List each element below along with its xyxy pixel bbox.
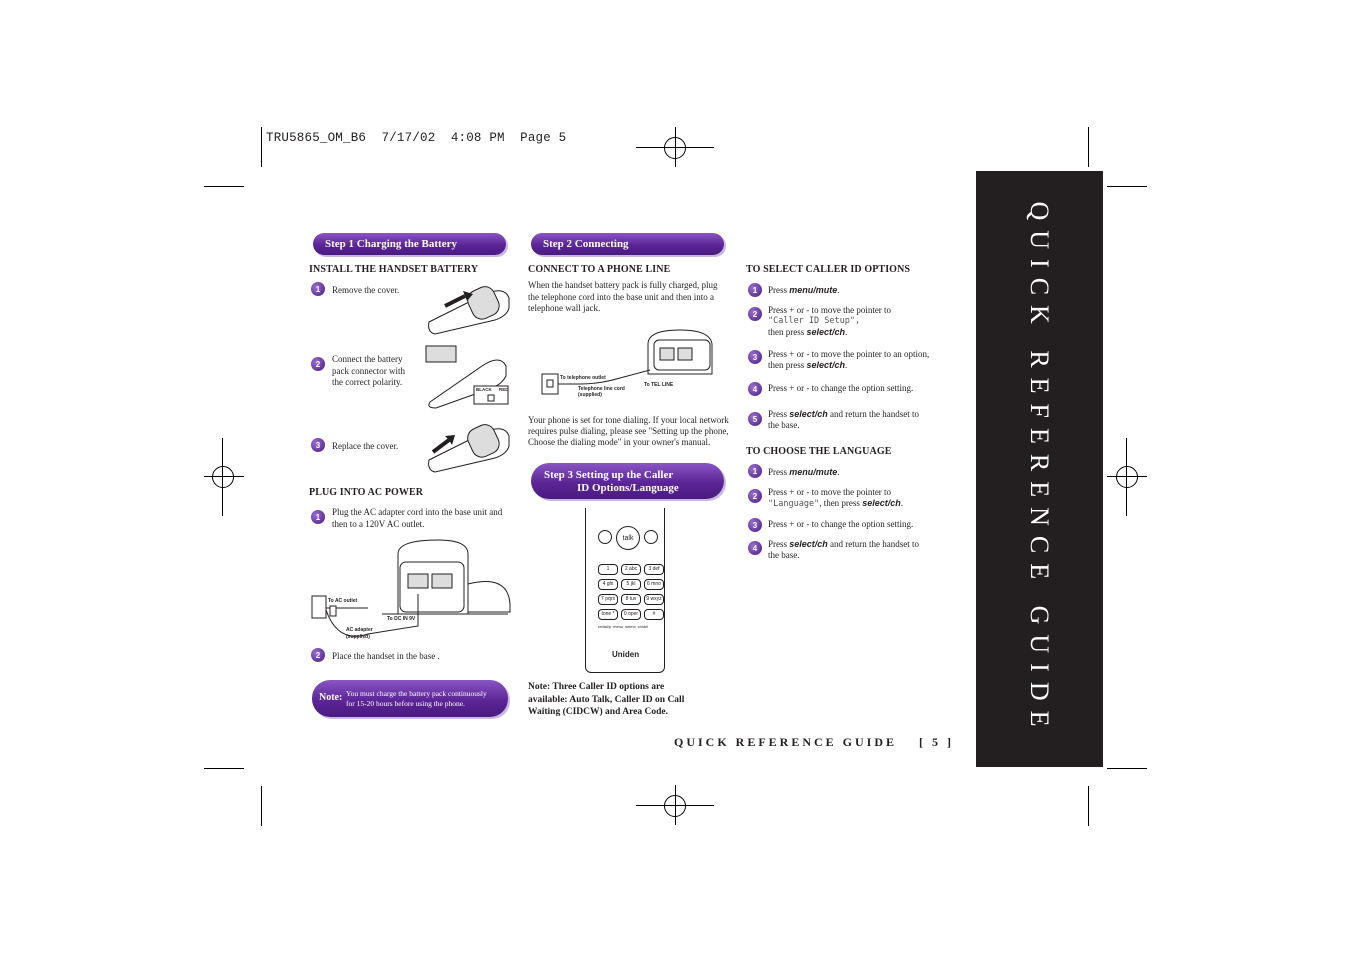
registration-line — [675, 785, 676, 825]
handset-bottom-label: ch/del — [637, 624, 649, 629]
charge-note-box — [312, 680, 508, 717]
handset-keypad — [598, 564, 664, 629]
key-name: select/ch — [789, 409, 828, 419]
handset-bottom-label: menu — [613, 624, 624, 629]
note-text-line: You must charge the battery pack continuously — [346, 689, 487, 698]
key-name: select/ch — [806, 360, 846, 370]
keypad-key: 9 wxyz — [644, 594, 664, 605]
handset-bottom-label: redial/p — [598, 624, 612, 629]
line-cord-label: Telephone line cord — [578, 386, 625, 392]
step-number: 2 — [311, 357, 325, 371]
step-text-line: Plug the AC adapter cord into the base unit and — [332, 507, 503, 517]
keypad-key: tone * — [598, 609, 618, 620]
handset-side-key — [644, 530, 658, 544]
step-text: Press + or - to change the option setting. — [768, 519, 914, 529]
ac-adapter-label: AC adapter — [346, 627, 373, 633]
step-number: 1 — [748, 283, 762, 297]
key-name: menu/mute — [789, 467, 838, 477]
registration-line — [204, 476, 244, 477]
step-text: Press select/ch and return the handset to — [768, 539, 920, 549]
install-battery-header: INSTALL THE HANDSET BATTERY — [309, 264, 479, 275]
tel-line-label: To TEL LINE — [644, 382, 674, 388]
keypad-key: # — [644, 609, 664, 620]
crop-mark — [1107, 186, 1147, 187]
sidebar-title: QUICK REFERENCE GUIDE — [1025, 201, 1054, 737]
battery-connector-illustration — [422, 344, 512, 410]
connect-paragraph-line: the telephone cord into the base unit and then into a — [528, 292, 714, 302]
caller-id-options-header: TO SELECT CALLER ID OPTIONS — [746, 264, 911, 275]
step3-banner — [531, 463, 724, 499]
key-name: select/ch — [862, 498, 901, 508]
crop-mark — [261, 127, 262, 167]
keypad-key: 0 oper — [621, 609, 641, 620]
caller-id-note-line: available: Auto Talk, Caller ID on Call — [528, 694, 685, 705]
caller-id-note-line: Note: Three Caller ID options are — [528, 682, 665, 692]
keypad-key: 8 tuv — [621, 594, 641, 605]
step-text: Press select/ch and return the handset to — [768, 409, 920, 419]
telephone-outlet-label: To telephone outlet — [560, 375, 606, 381]
keypad-key: 7 pqrs — [598, 594, 618, 605]
connect-paragraph-line: When the handset battery pack is fully charged, plug — [528, 280, 718, 290]
step-text: Press + or - to move the pointer to — [768, 305, 892, 315]
dialing-paragraph-line: Your phone is set for tone dialing. If your local network — [528, 415, 729, 425]
step-number: 2 — [748, 307, 762, 321]
registration-line — [1107, 476, 1147, 477]
step3-title-line2: ID Options/Language — [577, 482, 679, 494]
step-number: 2 — [748, 489, 762, 503]
line-cord-supplied-label: (supplied) — [578, 392, 602, 398]
language-header: TO CHOOSE THE LANGUAGE — [746, 446, 892, 457]
step-text: the base. — [768, 420, 800, 430]
step-text: the base. — [768, 550, 800, 560]
crop-mark — [1088, 786, 1089, 826]
phone-line-illustration — [540, 326, 722, 398]
note-label: Note: — [319, 692, 343, 703]
black-wire-label: BLACK — [476, 387, 492, 392]
step-number: 5 — [748, 412, 762, 426]
step-number: 4 — [748, 541, 762, 555]
ac-outlet-label: To AC outlet — [328, 598, 358, 604]
keypad-key: 1 — [598, 564, 618, 575]
handset-bottom-label: select — [625, 624, 636, 629]
step-number: 4 — [748, 382, 762, 396]
step-text: Press menu/mute. — [768, 285, 840, 295]
step-text: then press select/ch. — [768, 327, 848, 337]
phone-line-header: CONNECT TO A PHONE LINE — [528, 264, 671, 275]
step-text: Press + or - to move the pointer to an option, — [768, 349, 930, 359]
keypad-key: 3 def — [644, 564, 664, 575]
caller-id-note-line: Waiting (CIDCW) and Area Code. — [528, 707, 668, 717]
registration-line — [675, 127, 676, 167]
step-number: 3 — [311, 438, 325, 452]
step-number: 1 — [311, 510, 325, 524]
key-name: select/ch — [789, 539, 828, 549]
step-text: then press select/ch. — [768, 360, 848, 370]
ac-adapter-supplied-label: (supplied) — [346, 634, 370, 640]
crop-mark — [204, 768, 244, 769]
lcd-text: "Language" — [768, 499, 820, 509]
key-name: select/ch — [806, 327, 846, 337]
dialing-paragraph-line: Choose the dialing mode" in your owner's manual. — [528, 437, 711, 447]
step-text: Remove the cover. — [332, 285, 400, 295]
crop-mark — [1088, 127, 1089, 167]
talk-key: talk — [616, 526, 640, 550]
keypad-key: 5 jkl — [621, 579, 641, 590]
note-text-line: for 15-20 hours before using the phone. — [346, 699, 465, 708]
base-unit-illustration — [308, 534, 513, 646]
registration-line — [222, 438, 223, 516]
crop-mark — [204, 186, 244, 187]
caller-id-note — [528, 681, 684, 719]
uniden-logo: Uniden — [612, 650, 640, 659]
connect-paragraph-line: telephone wall jack. — [528, 303, 601, 313]
print-slug: TRU5865_OM_B6 7/17/02 4:08 PM Page 5 — [266, 131, 567, 145]
step-number: 3 — [748, 518, 762, 532]
red-wire-label: RED — [499, 387, 509, 392]
crop-mark — [1107, 768, 1147, 769]
keypad-key: 4 ghi — [598, 579, 618, 590]
step3-title-line1: Step 3 Setting up the Caller — [544, 469, 674, 481]
step-number: 2 — [311, 648, 325, 662]
battery-cover-illustration — [425, 282, 513, 337]
key-name: menu/mute — [789, 285, 838, 295]
step-text: Press menu/mute. — [768, 467, 840, 477]
step-number: 1 — [748, 464, 762, 478]
step-text-line: the correct polarity. — [332, 377, 403, 387]
step-number: 1 — [311, 282, 325, 296]
step-number: 3 — [748, 350, 762, 364]
step1-banner: Step 1 Charging the Battery — [313, 233, 506, 255]
handset-illustration — [585, 508, 665, 673]
registration-mark — [212, 466, 234, 488]
step-text: Replace the cover. — [332, 441, 399, 451]
step-text: Press + or - to move the pointer to — [768, 487, 892, 497]
step-text-line: pack connector with — [332, 366, 405, 376]
step-text: Press + or - to change the option setting. — [768, 383, 914, 393]
replace-cover-illustration — [425, 418, 513, 473]
step-text-line: then to a 120V AC outlet. — [332, 519, 425, 529]
registration-mark — [1116, 466, 1138, 488]
footer-title: QUICK REFERENCE GUIDE — [674, 735, 898, 749]
page-number: [ 5 ] — [919, 735, 955, 749]
ac-power-header: PLUG INTO AC POWER — [309, 487, 424, 498]
step-text-line: Connect the battery — [332, 354, 403, 364]
handset-side-key — [598, 530, 612, 544]
page-footer — [674, 735, 954, 750]
step2-banner: Step 2 Connecting — [531, 233, 724, 255]
sidebar-tab — [976, 171, 1103, 767]
step-text: "Language", then press select/ch. — [768, 498, 903, 509]
lcd-text: "Caller ID Setup", — [768, 316, 861, 326]
dialing-paragraph-line: requires pulse dialing, please see "Setting up the phone, — [528, 426, 729, 436]
keypad-key: 6 mno — [644, 579, 664, 590]
step-text: Place the handset in the base . — [332, 651, 440, 661]
crop-mark — [261, 786, 262, 826]
keypad-key: 2 abc — [621, 564, 641, 575]
registration-line — [1126, 438, 1127, 516]
dc-in-label: To DC IN 9V — [387, 616, 416, 622]
